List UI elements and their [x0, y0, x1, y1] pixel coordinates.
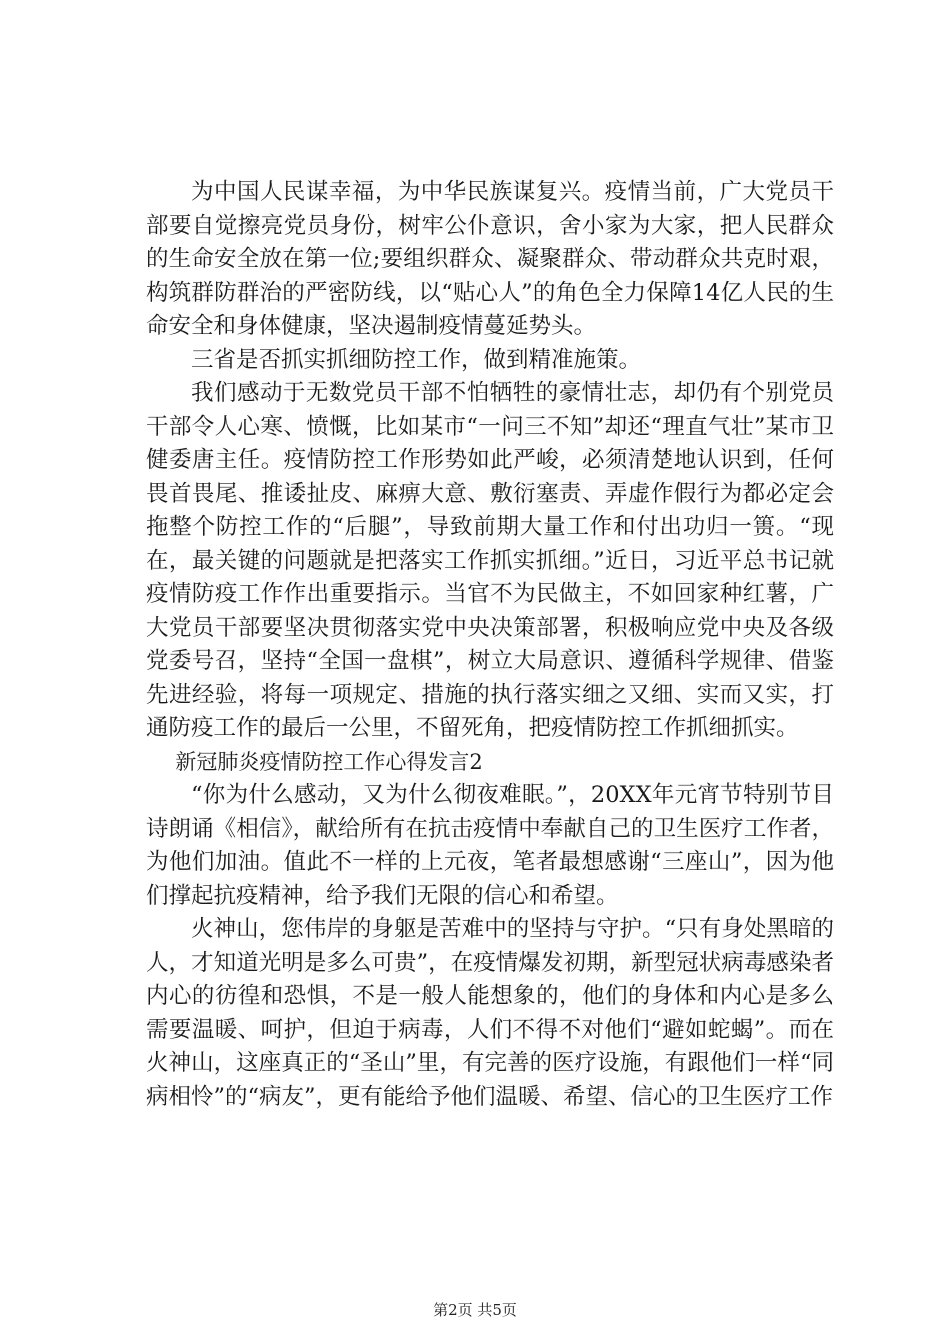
paragraph-2: 三省是否抓实抓细防控工作，做到精准施策。: [191, 346, 642, 373]
paragraph-1: 为中国人民谋幸福，为中华民族谋复兴。疫情当前，广大党员干部要自觉擦亮党员身份，树牢公仆意识，舍小家为大家，把人民群众的生命安全放在第一位;要组织群众、凝聚群众、带动群众共克时艰，构筑群防群治的严密防线，以“贴心人”的角色全力保障14亿人民的生命安全和身体健康，坚决遏制疫情蔓延势头。: [146, 179, 834, 339]
paragraph-3: 我们感动于无数党员干部不怕牺牲的豪情壮志，却仍有个别党员干部令人心寒、愤慨，比如某市“一问三不知”却还“理直气壮”某市卫健委唐主任。疫情防控工作形势如此严峻，必须清楚地认识到，任何畏首畏尾、推诿扯皮、麻痹大意、敷衍塞责、弄虚作假行为都必定会拖整个防控工作的“后腿”，导致前期大量工作和付出功归一篑。“现在，最关键的问题就是把落实工作抓实抓细。”近日，习近平总书记就疫情防疫工作作出重要指示。当官不为民做主，不如回家种红薯，广大党员干部要坚决贯彻落实党中央决策部署，积极响应党中央及各级党委号召，坚持“全国一盘棋”，树立大局意识、遵循科学规律、借鉴先进经验，将每一项规定、措施的执行落实细之又细、实而又实，打通防疫工作的最后一公里，不留死角，把疫情防控工作抓细抓实。: [146, 380, 834, 741]
paragraph-5: 火神山，您伟岸的身躯是苦难中的坚持与守护。“只有身处黑暗的人，才知道光明是多么可贵”，在疫情爆发初期，新型冠状病毒感染者内心的彷徨和恐惧，不是一般人能想象的，他们的身体和内心是多么需要温暖、呵护，但迫于病毒，人们不得不对他们“避如蛇蝎”。而在火神山，这座真正的“圣山”里，有完善的医疗设施，有跟他们一样“同病相怜”的“病友”，更有能给予他们温暖、希望、信心的卫生医疗工作: [146, 916, 834, 1110]
page-number-footer: 第2页 共5页: [433, 1301, 517, 1319]
paragraph-4: “你为什么感动，又为什么彻夜难眠。”，20XX年元宵节特别节目诗朗诵《相信》，献给所有在抗击疫情中奉献自己的卫生医疗工作者，为他们加油。值此不一样的上元夜，笔者最想感谢“三座山”，因为他们撑起抗疫精神，给予我们无限的信心和希望。: [146, 782, 834, 909]
section-heading: 新冠肺炎疫情防控工作心得发言2: [175, 749, 483, 774]
document-body: [146, 176, 834, 1114]
